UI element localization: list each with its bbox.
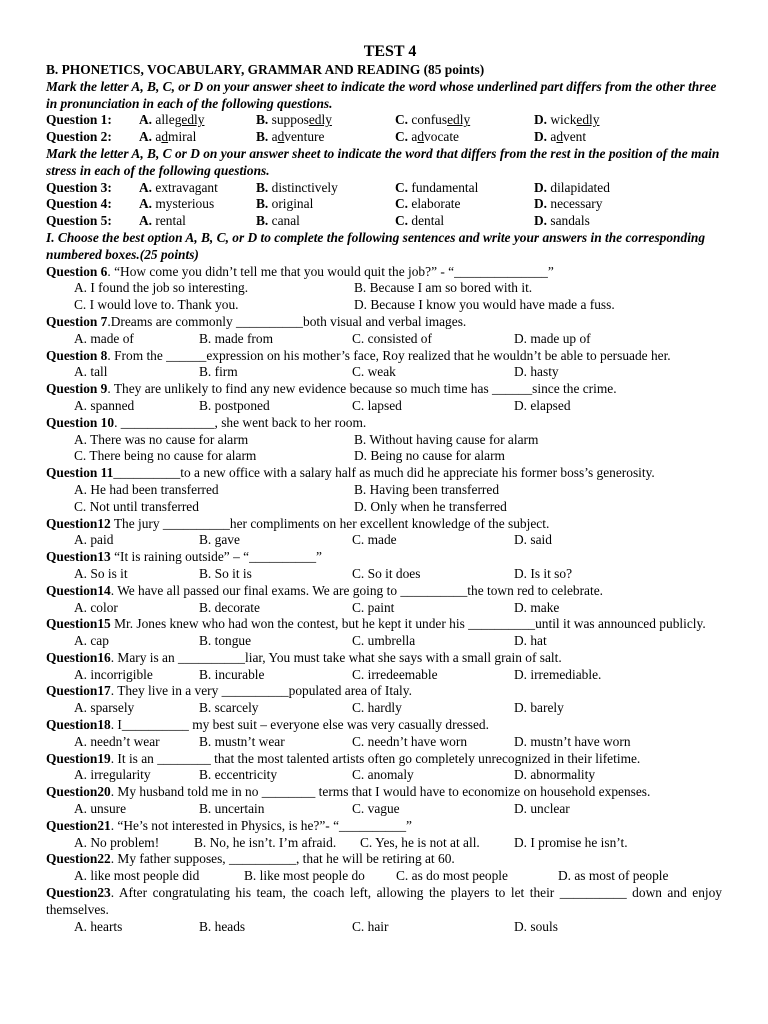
option-d: D. Only when he transferred [354, 498, 507, 514]
options-row [46, 331, 722, 348]
question-stem: Question23. After congratulating his team, the coach left, allowing the players to let their __________ down and enjoy themselves. [46, 885, 722, 917]
question-row [46, 112, 722, 129]
option-c: C. vague [352, 801, 400, 817]
options-row [46, 297, 722, 314]
option-c: C. weak [352, 364, 396, 380]
question-stem: Question 9. They are unlikely to find any new evidence because so much time has ______since the crime. [46, 381, 617, 397]
option-a: A. tall [74, 364, 108, 380]
options-row [46, 919, 722, 936]
option-c: C. umbrella [352, 633, 416, 649]
option-a: A. He had been transferred [74, 481, 219, 497]
option-d: D. barely [514, 700, 564, 716]
option-d: D. as most of people [558, 868, 669, 884]
option-b: B. gave [199, 532, 240, 548]
option-d: D. irremediable. [514, 666, 602, 682]
options-row [46, 600, 722, 617]
option-d: D. dilapidated [534, 179, 610, 195]
option-c: C. Yes, he is not at all. [360, 834, 480, 850]
option-b: B. incurable [199, 666, 265, 682]
options-row [46, 734, 722, 751]
options-row [46, 767, 722, 784]
option-d: D. hat [514, 633, 547, 649]
option-c: C. anomaly [352, 767, 414, 783]
option-c: C. I would love to. Thank you. [74, 297, 239, 313]
option-a: A. color [74, 599, 118, 615]
option-b: B. decorate [199, 599, 260, 615]
option-c: C. fundamental [395, 179, 479, 195]
option-a: A. admiral [139, 129, 197, 145]
option-c: C. elaborate [395, 196, 461, 212]
option-a: A. like most people did [74, 868, 200, 884]
option-c: C. hair [352, 918, 389, 934]
option-a: A. cap [74, 633, 109, 649]
option-b: B. firm [199, 364, 238, 380]
option-a: A. spanned [74, 397, 135, 413]
question-stem: Question 6. “How come you didn’t tell me that you would quit the job?” - “______________” [46, 263, 554, 279]
options-row [46, 633, 722, 650]
option-b: B. eccentricity [199, 767, 278, 783]
instruction-pronunciation: Mark the letter A, B, C, or D on your answer sheet to indicate the word whose underlined part differs from the other three in pronunciation in each of the following questions. [46, 78, 717, 111]
option-a: A. incorrigible [74, 666, 153, 682]
option-d: D. Because I know you would have made a fuss. [354, 297, 615, 313]
option-d: D. advent [534, 129, 587, 145]
options-row [46, 835, 722, 852]
option-d: D. said [514, 532, 552, 548]
options-row [46, 801, 722, 818]
option-a: A. paid [74, 532, 114, 548]
option-c: C. as do most people [396, 868, 508, 884]
option-c: C. dental [395, 213, 445, 229]
option-b: B. like most people do [244, 868, 365, 884]
options-row [46, 868, 722, 885]
option-c: C. irredeemable [352, 666, 438, 682]
options-row [46, 499, 722, 516]
option-a: A. So is it [74, 565, 128, 581]
question-label: Question 2: [46, 129, 112, 145]
option-d: D. elapsed [514, 397, 571, 413]
option-d: D. make [514, 599, 560, 615]
question-stem: Question22. My father supposes, __________, that he will be retiring at 60. [46, 851, 455, 867]
option-b: B. uncertain [199, 801, 265, 817]
option-c: C. paint [352, 599, 395, 615]
option-c: C. needn’t have worn [352, 733, 468, 749]
options-row [46, 448, 722, 465]
option-d: D. necessary [534, 196, 603, 212]
question-stem: Question19. It is an ________ that the most talented artists often go completely unrecognized in their lifetime. [46, 750, 641, 766]
instruction-part-one: I. Choose the best option A, B, C, or D to complete the following sentences and write your answers in the corresponding numbered boxes.(25 points) [46, 229, 706, 262]
question-stem: Question 8. From the ______expression on his mother’s face, Roy realized that he wouldn’t be able to persuade her. [46, 347, 671, 363]
option-c: C. hardly [352, 700, 402, 716]
option-b: B. Because I am so bored with it. [354, 280, 533, 296]
question-row [46, 213, 722, 230]
option-b: B. made from [199, 330, 274, 346]
question-label: Question 1: [46, 112, 112, 128]
question-stem: Question 10. ______________, she went back to her room. [46, 414, 367, 430]
option-b: B. original [256, 196, 314, 212]
option-c: C. lapsed [352, 397, 402, 413]
option-a: A. irregularity [74, 767, 151, 783]
question-stem: Question 7.Dreams are commonly __________both visual and verbal images. [46, 313, 467, 329]
option-d: D. sandals [534, 213, 590, 229]
option-a: A. sparsely [74, 700, 135, 716]
option-b: B. heads [199, 918, 246, 934]
option-b: B. mustn’t wear [199, 733, 285, 749]
instruction-stress: Mark the letter A, B, C or D on your answer sheet to indicate the word that differs from the rest in the position of the main stress in each of the following questions. [46, 145, 720, 178]
option-a: A. I found the job so interesting. [74, 280, 249, 296]
option-d: D. wickedly [534, 112, 600, 128]
option-a: A. made of [74, 330, 134, 346]
option-d: D. Is it so? [514, 565, 573, 581]
option-d: D. abnormality [514, 767, 596, 783]
option-a: A. unsure [74, 801, 127, 817]
option-c: C. So it does [352, 565, 421, 581]
option-b: B. Having been transferred [354, 481, 500, 497]
option-a: A. rental [139, 213, 186, 229]
question-stem: Question14. We have all passed our final exams. We are going to __________the town red to celebrate. [46, 582, 604, 598]
option-b: B. distinctively [256, 179, 338, 195]
option-c: C. confusedly [395, 112, 471, 128]
option-c: C. There being no cause for alarm [74, 448, 257, 464]
option-c: C. Not until transferred [74, 498, 199, 514]
test-page [46, 42, 722, 935]
options-row [46, 700, 722, 717]
question-stem: Question12 The jury __________her compliments on her excellent knowledge of the subject. [46, 515, 550, 531]
option-b: B. tongue [199, 633, 252, 649]
options-row [46, 532, 722, 549]
options-row [46, 364, 722, 381]
options-row [46, 667, 722, 684]
option-a: A. There was no cause for alarm [74, 431, 249, 447]
question-row [46, 129, 722, 146]
option-a: A. mysterious [139, 196, 215, 212]
options-row [46, 432, 722, 449]
option-c: C. advocate [395, 129, 459, 145]
question-stem: Question20. My husband told me in no ________ terms that I would have to economize on household expenses. [46, 784, 651, 800]
option-b: B. No, he isn’t. I’m afraid. [194, 834, 337, 850]
option-d: D. Being no cause for alarm [354, 448, 505, 464]
question-stem: Question17. They live in a very __________populated area of Italy. [46, 683, 412, 699]
options-row [46, 280, 722, 297]
option-a: A. extravagant [139, 179, 218, 195]
option-d: D. made up of [514, 330, 591, 346]
option-b: B. adventure [256, 129, 325, 145]
options-row [46, 566, 722, 583]
question-stem: Question21. “He’s not interested in Physics, is he?”- “__________” [46, 817, 412, 833]
option-b: B. Without having cause for alarm [354, 431, 539, 447]
question-label: Question 3: [46, 179, 112, 195]
options-row [46, 398, 722, 415]
option-a: A. hearts [74, 918, 123, 934]
option-b: B. So it is [199, 565, 252, 581]
option-d: D. unclear [514, 801, 570, 817]
option-b: B. postponed [199, 397, 270, 413]
question-stem: Question15 Mr. Jones knew who had won the contest, but he kept it under his __________until it was announced publicly. [46, 616, 706, 632]
option-b: B. supposedly [256, 112, 332, 128]
question-stem: Question 11__________to a new office with a salary half as much did he appreciate his former boss’s generosity. [46, 465, 655, 481]
options-row [46, 482, 722, 499]
test-title: TEST 4 [363, 43, 417, 60]
question-row [46, 196, 722, 213]
option-a: A. allegedly [139, 112, 205, 128]
option-d: D. mustn’t have worn [514, 733, 631, 749]
question-stem: Question13 “It is raining outside” – “__________” [46, 549, 322, 565]
question-stem: Question18. I__________ my best suit – everyone else was very casually dressed. [46, 717, 489, 733]
section-b-heading: B. PHONETICS, VOCABULARY, GRAMMAR AND READING (85 points) [46, 62, 485, 77]
option-d: D. souls [514, 918, 558, 934]
option-c: C. made [352, 532, 397, 548]
option-d: D. I promise he isn’t. [514, 834, 628, 850]
option-d: D. hasty [514, 364, 559, 380]
option-a: A. needn’t wear [74, 733, 160, 749]
question-row [46, 180, 722, 197]
question-label: Question 5: [46, 213, 112, 229]
question-label: Question 4: [46, 196, 112, 212]
option-a: A. No problem! [74, 834, 160, 850]
option-c: C. consisted of [352, 330, 432, 346]
option-b: B. canal [256, 213, 300, 229]
question-stem: Question16. Mary is an __________liar, You must take what she says with a small grain of salt. [46, 649, 562, 665]
option-b: B. scarcely [199, 700, 259, 716]
